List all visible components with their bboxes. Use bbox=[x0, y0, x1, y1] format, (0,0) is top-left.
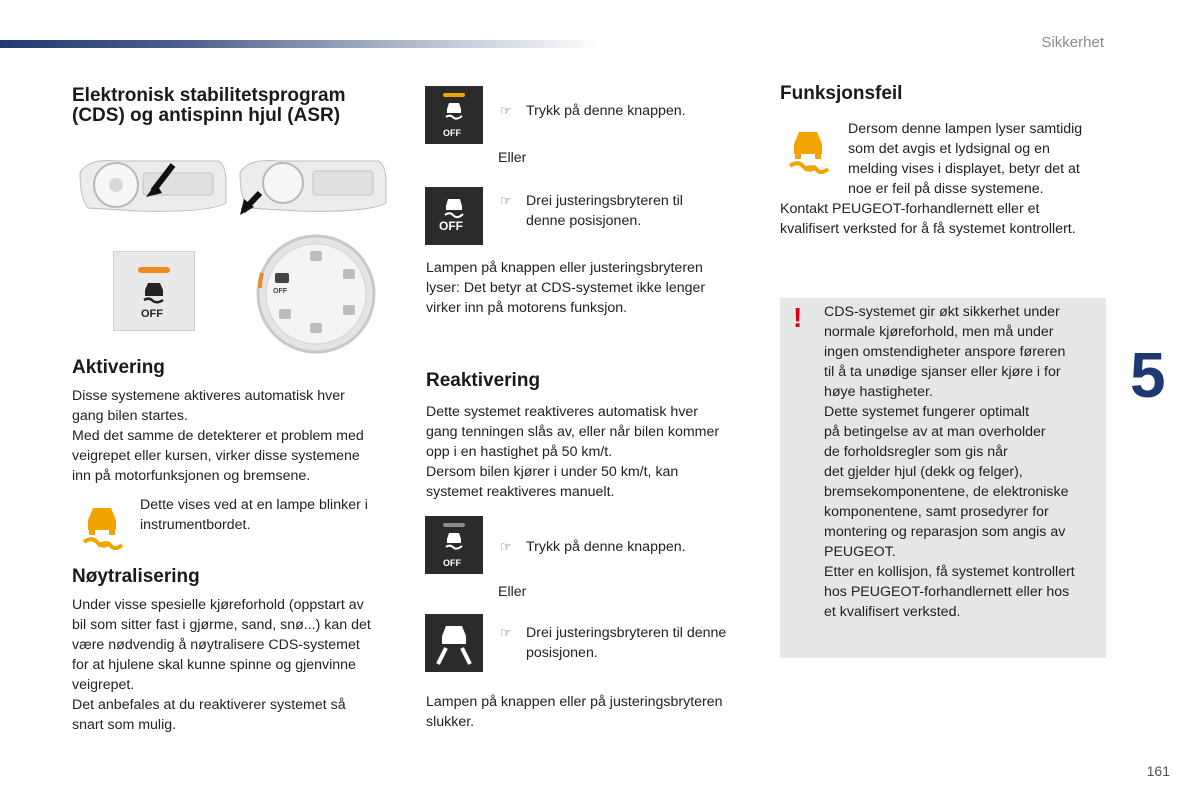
button-lamp-lit bbox=[443, 93, 465, 97]
warning-line: PEUGEOT. bbox=[824, 544, 896, 560]
knob-on-icon-box bbox=[425, 614, 483, 672]
skidding-car-icon bbox=[141, 280, 167, 304]
reactivation-line: Dersom bilen kjører i under 50 km/t, kan bbox=[426, 464, 679, 480]
off-label: OFF bbox=[439, 219, 463, 233]
warning-line: Dette systemet fungerer optimalt bbox=[824, 404, 1030, 420]
dashboard-illustration-right bbox=[238, 153, 388, 223]
reactivation-line: gang tenningen slås av, eller når bilen kommer bbox=[426, 424, 720, 440]
knob-off-icon-box bbox=[425, 187, 483, 245]
cds-knob-illustration bbox=[255, 233, 377, 355]
warning-line: det gjelder hjul (dekk og felger), bbox=[824, 464, 1023, 480]
lamp-off-line: Lampen på knappen eller på justeringsbryteren bbox=[426, 694, 723, 710]
chapter-number: 5 bbox=[1130, 339, 1166, 411]
malfunction-line: som det avgis et lydsignal og en bbox=[848, 141, 1050, 157]
off-button-icon-box-unlit bbox=[425, 516, 483, 574]
reactivation-line: systemet reaktiveres manuelt. bbox=[426, 484, 615, 500]
reactivation-text bbox=[426, 402, 766, 502]
malfunction-line: Dersom denne lampen lyser samtidig bbox=[848, 121, 1083, 137]
neutral-line: Det anbefales at du reaktiverer systemet så bbox=[72, 697, 346, 713]
turn-knob-line: ☞ Drei justeringsbryteren til denne bbox=[526, 625, 727, 641]
malfunction-line: noe er feil på disse systemene. bbox=[848, 181, 1044, 197]
off-label: OFF bbox=[443, 128, 461, 138]
neutralization-text bbox=[72, 595, 412, 735]
warning-line: Etter en kollisjon, få systemet kontrollert bbox=[824, 564, 1075, 580]
malfunction-heading: Funksjonsfeil bbox=[780, 83, 903, 104]
press-button-instruction: ☞ Trykk på denne knappen. bbox=[526, 101, 686, 121]
turn-knob-line: posisjonen. bbox=[526, 645, 598, 661]
lamp-note bbox=[140, 495, 410, 535]
skidding-car-warning-icon bbox=[80, 502, 124, 550]
cds-off-button-illustration bbox=[113, 251, 195, 331]
warning-line: på betingelse av at man overholder bbox=[824, 424, 1046, 440]
lamp-lit-line: Lampen på knappen eller justeringsbryteren bbox=[426, 260, 703, 276]
warning-line: til å ta unødige sjanser eller kjøre i for bbox=[824, 364, 1061, 380]
neutral-line: for at hjulene skal kunne spinne og gjenvinne bbox=[72, 657, 356, 673]
contact-line: kvalifisert verksted for å få systemet kontrollert. bbox=[780, 221, 1076, 237]
contact-line: Kontakt PEUGEOT-forhandlernett eller et bbox=[780, 201, 1040, 217]
warning-line: hos PEUGEOT-forhandlernett eller hos bbox=[824, 584, 1070, 600]
warning-line: høye hastigheter. bbox=[824, 384, 933, 400]
activation-line: veigrepet eller kursen, virker disse systemene bbox=[72, 448, 360, 464]
page-number: 161 bbox=[1146, 763, 1170, 779]
lamp-note-line: instrumentbordet. bbox=[140, 517, 251, 533]
skidding-car-icon bbox=[442, 195, 466, 219]
activation-line: inn på motorfunksjonen og bremsene. bbox=[72, 468, 311, 484]
turn-knob-line: ☞ Drei justeringsbryteren til bbox=[526, 193, 683, 209]
page-title-line1: Elektronisk stabilitetsprogram bbox=[72, 85, 346, 106]
lamp-off-text bbox=[426, 692, 766, 732]
warning-line: de forholdsregler som gis når bbox=[824, 444, 1008, 460]
neutral-line: bil som sitter fast i gjørme, sand, snø...) kan det bbox=[72, 617, 371, 633]
warning-line: montering og reparasjon som angis av bbox=[824, 524, 1066, 540]
car-on-road-icon bbox=[432, 620, 476, 666]
warning-line: normale kjøreforhold, men må under bbox=[824, 324, 1054, 340]
dashboard-illustration-left bbox=[78, 153, 228, 223]
activation-line: Med det samme de detekterer et problem med bbox=[72, 428, 364, 444]
malfunction-line: melding vises i displayet, betyr det at bbox=[848, 161, 1080, 177]
lamp-note-line: Dette vises ved at en lampe blinker i bbox=[140, 497, 368, 513]
neutralization-heading: Nøytralisering bbox=[72, 566, 200, 587]
button-lamp bbox=[138, 267, 170, 273]
activation-line: gang bilen startes. bbox=[72, 408, 188, 424]
neutral-line: være nødvendig å nøytralisere CDS-systemet bbox=[72, 637, 360, 653]
warning-exclamation-icon: ! bbox=[793, 302, 803, 333]
contact-text bbox=[780, 199, 1120, 239]
neutral-line: veigrepet. bbox=[72, 677, 135, 693]
warning-line: bremsekomponentene, de elektroniske bbox=[824, 484, 1069, 500]
or-text-2: Eller bbox=[498, 584, 527, 600]
warning-text bbox=[824, 302, 1104, 622]
skidding-car-icon bbox=[444, 530, 464, 550]
warning-line: ingen omstendigheter anspore føreren bbox=[824, 344, 1066, 360]
lamp-lit-line: lyser: Det betyr at CDS-systemet ikke lenger bbox=[426, 280, 706, 296]
section-title: Sikkerhet bbox=[1041, 34, 1104, 51]
or-text: Eller bbox=[498, 150, 527, 166]
off-label: OFF bbox=[141, 308, 163, 320]
skidding-car-warning-icon bbox=[786, 126, 830, 174]
lamp-lit-line: virker inn på motorens funksjon. bbox=[426, 300, 628, 316]
button-lamp-off bbox=[443, 523, 465, 527]
lamp-lit-text bbox=[426, 258, 766, 318]
reactivation-line: opp i en hastighet på 50 km/t. bbox=[426, 444, 613, 460]
activation-line: Disse systemene aktiveres automatisk hver bbox=[72, 388, 345, 404]
warning-line: et kvalifisert verksted. bbox=[824, 604, 961, 620]
skidding-car-icon bbox=[444, 100, 464, 120]
turn-knob-instruction bbox=[526, 191, 726, 231]
activation-heading: Aktivering bbox=[72, 357, 165, 378]
activation-text bbox=[72, 386, 412, 486]
malfunction-text bbox=[848, 119, 1108, 199]
press-button-instruction-2: ☞ Trykk på denne knappen. bbox=[526, 537, 686, 557]
warning-line: komponentene, samt prosedyrer for bbox=[824, 504, 1049, 520]
svg-text:OFF: OFF bbox=[273, 288, 287, 295]
off-label: OFF bbox=[443, 558, 461, 568]
off-button-icon-box bbox=[425, 86, 483, 144]
turn-knob-instruction-2 bbox=[526, 623, 766, 663]
neutral-line: Under visse spesielle kjøreforhold (oppstart av bbox=[72, 597, 364, 613]
lamp-off-line: slukker. bbox=[426, 714, 475, 730]
turn-knob-line: denne posisjonen. bbox=[526, 213, 642, 229]
reactivation-heading: Reaktivering bbox=[426, 370, 541, 391]
page-title-line2: (CDS) og antispinn hjul (ASR) bbox=[72, 105, 341, 126]
reactivation-line: Dette systemet reaktiveres automatisk hver bbox=[426, 404, 699, 420]
warning-line: CDS-systemet gir økt sikkerhet under bbox=[824, 304, 1060, 320]
neutral-line: snart som mulig. bbox=[72, 717, 177, 733]
header-gradient-bar bbox=[0, 40, 600, 48]
